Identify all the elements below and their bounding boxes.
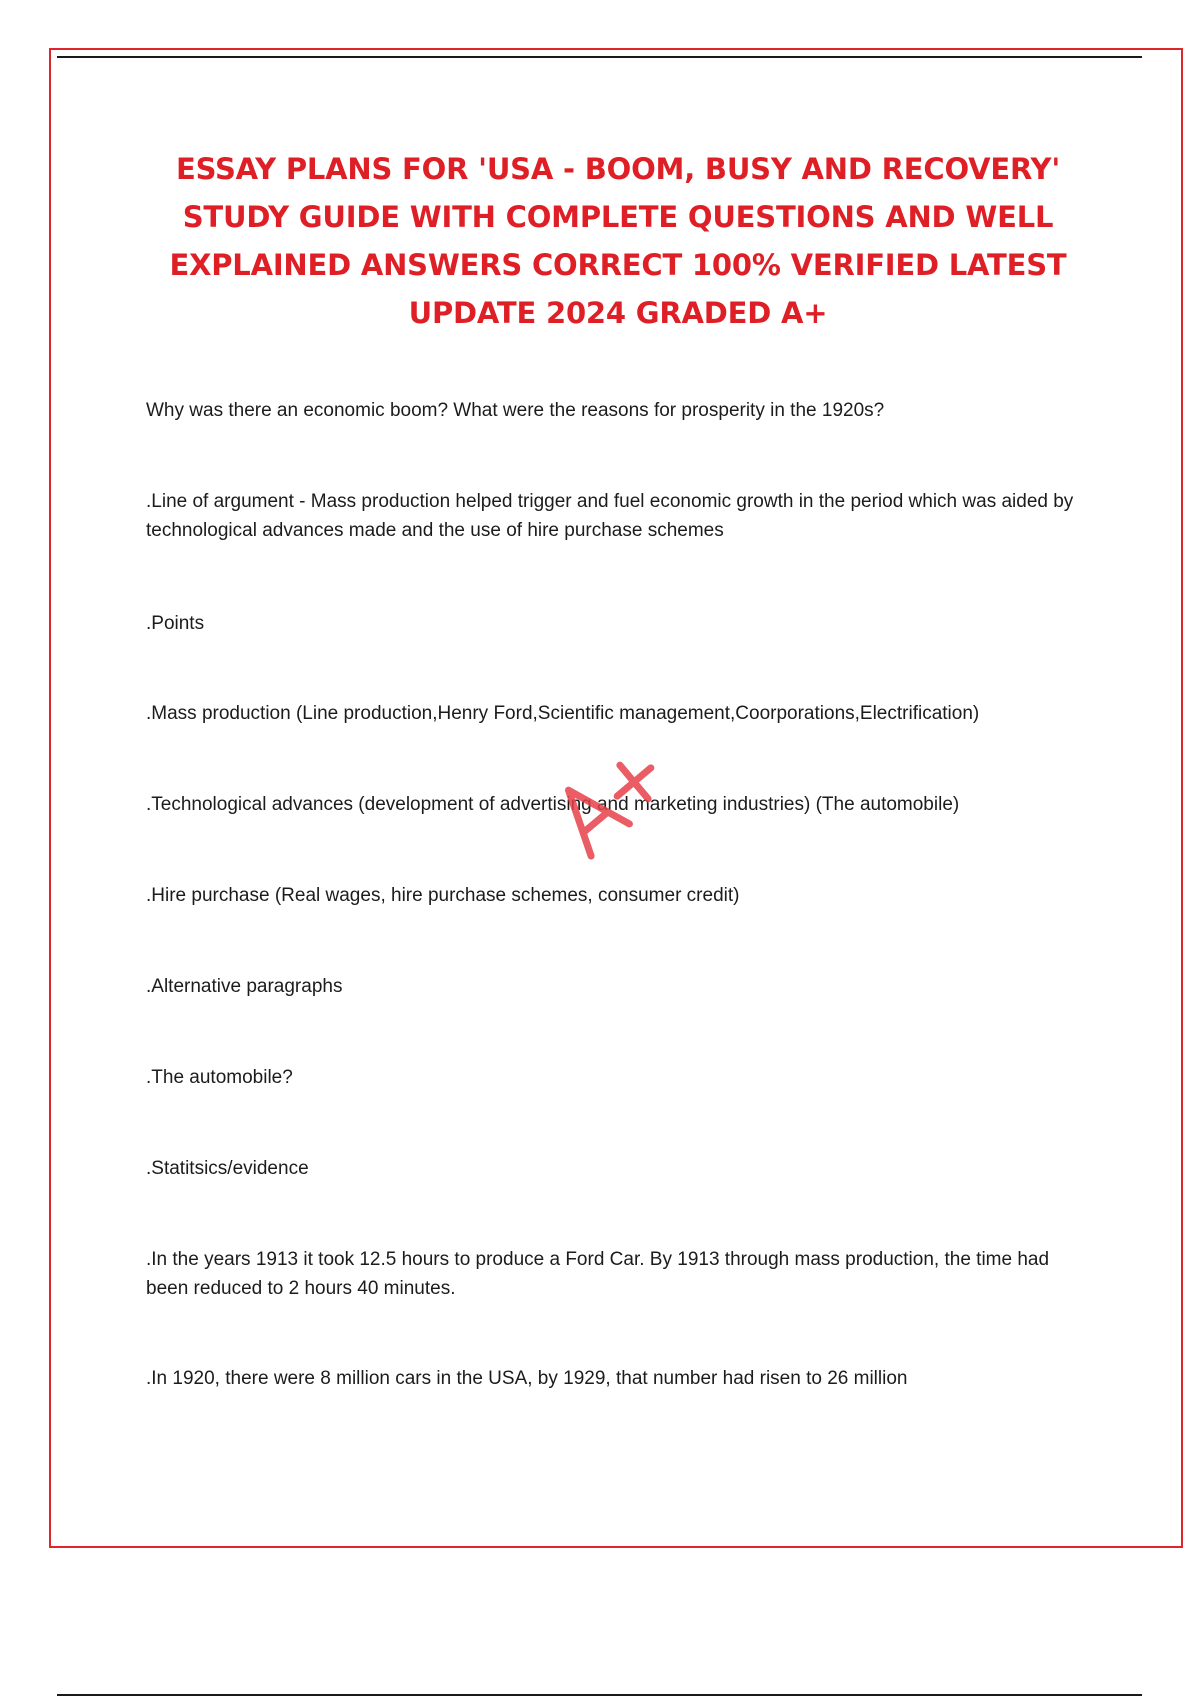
point-mass-production: .Mass production (Line production,Henry Ford,Scientific management,Coorporations,Electrification) [146, 703, 980, 724]
evidence-ford-production-time: .In the years 1913 it took 12.5 hours to produce a Ford Car. By 1913 through mass production, the time had been reduced to 2 hours 40 minutes. [146, 1249, 1050, 1299]
points-heading: .Points [146, 613, 205, 634]
evidence-heading: .Statitsics/evidence [146, 1158, 309, 1179]
header-rule [57, 56, 1142, 58]
footer-rule [57, 1694, 1142, 1696]
point-technological-advances: .Technological advances (development of advertising and marketing industries) (The automobile) [146, 794, 960, 815]
alternative-paragraphs-heading: .Alternative paragraphs [146, 976, 343, 997]
point-hire-purchase: .Hire purchase (Real wages, hire purchase schemes, consumer credit) [146, 885, 740, 906]
document-title: ESSAY PLANS FOR 'USA - BOOM, BUSY AND RECOVERY' STUDY GUIDE WITH COMPLETE QUESTIONS AND WELL EXPLAINED ANSWERS CORRECT 100% VERIFIED LATEST UPDATE 2024 GRADED A+ [169, 152, 1067, 330]
alternative-item-automobile: .The automobile? [146, 1067, 293, 1088]
essay-question: Why was there an economic boom? What were the reasons for prosperity in the 1920s? [146, 400, 885, 421]
evidence-car-ownership: .In 1920, there were 8 million cars in the USA, by 1929, that number had risen to 26 million [146, 1368, 908, 1389]
line-of-argument: .Line of argument - Mass production helped trigger and fuel economic growth in the period which was aided by technological advances made and the use of hire purchase schemes [146, 491, 1074, 541]
